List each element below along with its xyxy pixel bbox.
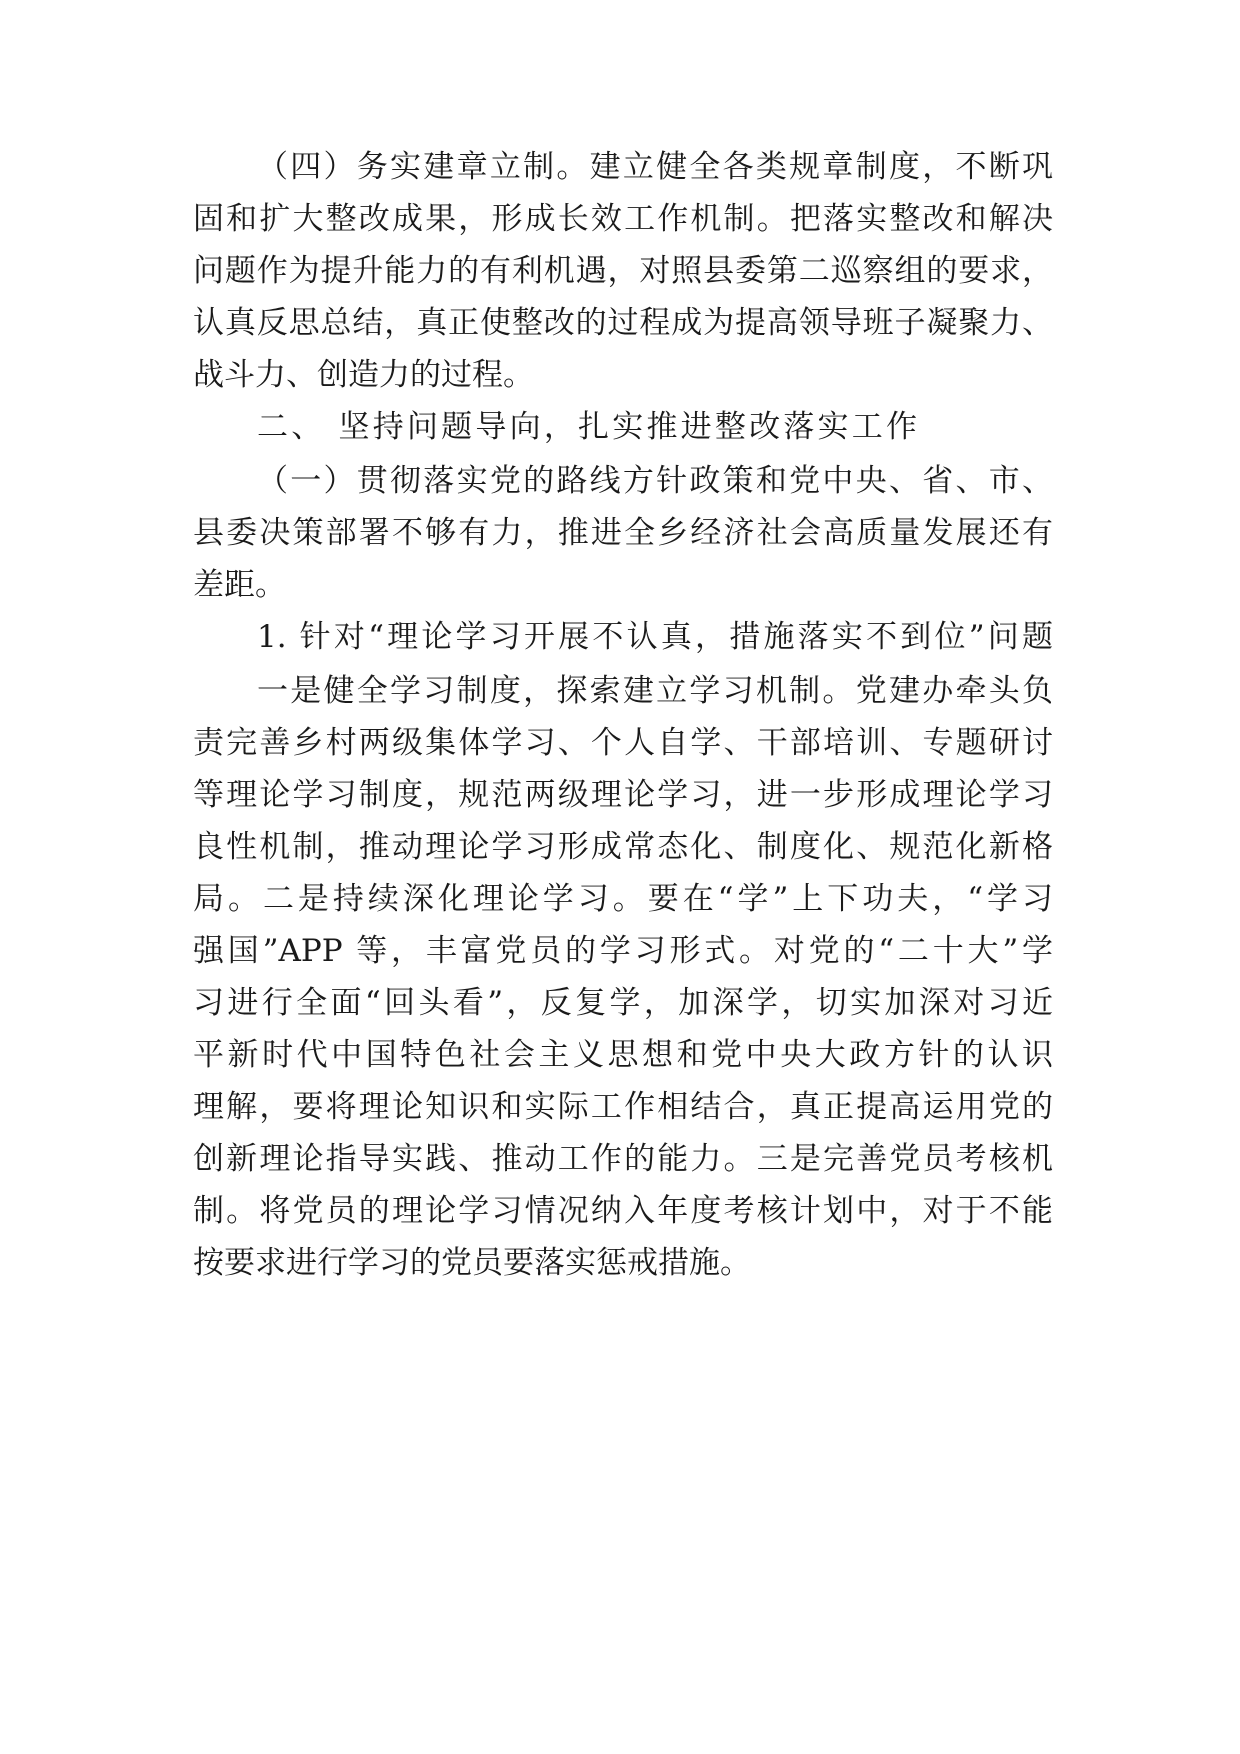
subsection-1-line-1: （一）贯彻落实党的路线方针政策和党中央、省、市、 bbox=[257, 463, 1053, 499]
section-4-line-4: 认真反思总结，真正使整改的过程成为提高领导班子凝聚力、 bbox=[193, 305, 1053, 341]
item-1-body-line-6: 强国”APP 等，丰富党员的学习形式。对党的“二十大”学 bbox=[193, 933, 1053, 969]
section-4-line-3: 问题作为提升能力的有利机遇，对照县委第二巡察组的要求， bbox=[193, 253, 1053, 289]
item-1-body-line-3: 等理论学习制度，规范两级理论学习，进一步形成理论学习 bbox=[193, 777, 1053, 813]
item-1-body-line-8: 平新时代中国特色社会主义思想和党中央大政方针的认识 bbox=[193, 1037, 1053, 1073]
subsection-1-line-3: 差距。 bbox=[193, 567, 286, 603]
item-1-body-line-11: 制。将党员的理论学习情况纳入年度考核计划中，对于不能 bbox=[193, 1193, 1053, 1229]
subsection-1-line-2: 县委决策部署不够有力，推进全乡经济社会高质量发展还有 bbox=[193, 515, 1053, 551]
item-1-body-line-1: 一是健全学习制度，探索建立学习机制。党建办牵头负 bbox=[257, 673, 1053, 709]
section-4-line-5: 战斗力、创造力的过程。 bbox=[193, 357, 534, 393]
item-1-body-line-7: 习进行全面“回头看”，反复学，加深学，切实加深对习近 bbox=[193, 985, 1053, 1021]
section-4-line-2: 固和扩大整改成果，形成长效工作机制。把落实整改和解决 bbox=[193, 201, 1053, 237]
item-1-body-line-2: 责完善乡村两级集体学习、个人自学、干部培训、专题研讨 bbox=[193, 725, 1053, 761]
item-1-body-line-5: 局。二是持续深化理论学习。要在“学”上下功夫，“学习 bbox=[193, 881, 1053, 917]
item-1-heading: 1. 针对“理论学习开展不认真，措施落实不到位”问题 bbox=[257, 619, 1053, 655]
item-1-body-line-4: 良性机制，推动理论学习形成常态化、制度化、规范化新格 bbox=[193, 829, 1053, 865]
item-1-body-line-9: 理解，要将理论知识和实际工作相结合，真正提高运用党的 bbox=[193, 1089, 1053, 1125]
section-4-line-1: （四）务实建章立制。建立健全各类规章制度，不断巩 bbox=[257, 149, 1053, 185]
item-1-body-line-10: 创新理论指导实践、推动工作的能力。三是完善党员考核机 bbox=[193, 1141, 1053, 1177]
part-2-heading: 二、 坚持问题导向，扎实推进整改落实工作 bbox=[257, 409, 917, 445]
item-1-body-line-12: 按要求进行学习的党员要落实惩戒措施。 bbox=[193, 1245, 751, 1281]
